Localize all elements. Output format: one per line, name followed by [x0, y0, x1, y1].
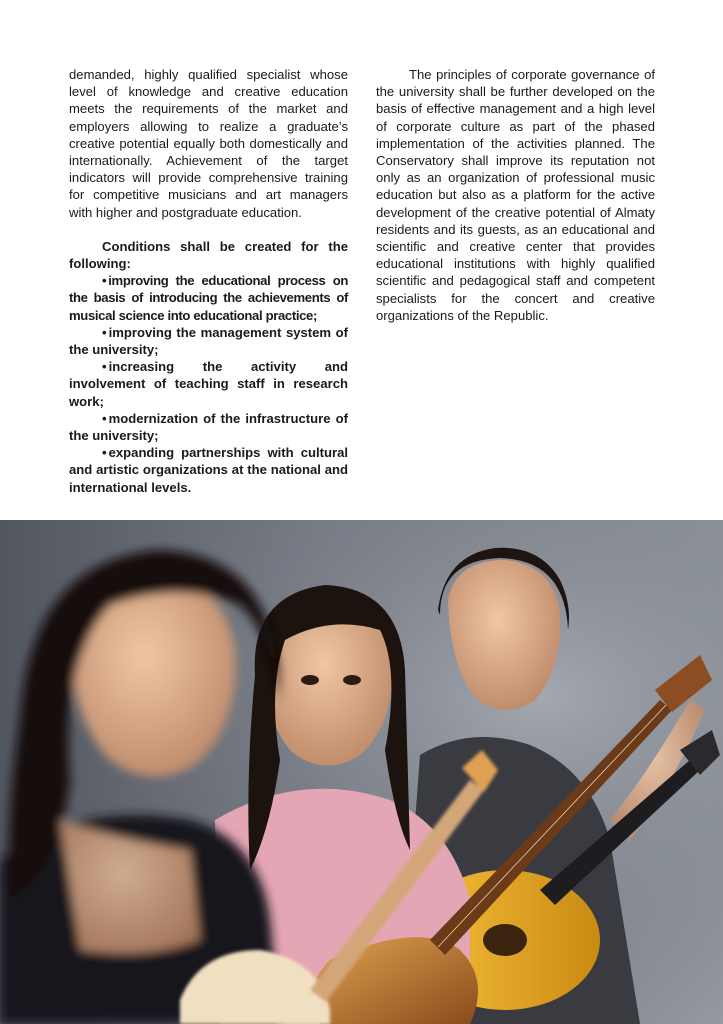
bullet-dot: •	[102, 410, 107, 426]
bullet-dot: •	[102, 445, 107, 461]
intro-paragraph: demanded, highly qualified specialist whose level of knowledge and creative education meets the requirements of the market and employers allowing to realize a graduate’s creative potential equally both domestically and internationally. Achievement of the target indicators will provide comprehensive training for competitive musicians and art managers with higher and postgraduate education.	[69, 67, 348, 220]
conditions-heading: Conditions shall be created for the following:	[69, 238, 348, 272]
musicians-photo-illustration	[0, 520, 723, 1024]
bullet-item	[69, 324, 348, 358]
bullet-text: improving the management system of the university;	[69, 324, 348, 358]
bullet-text: modernization of the infrastructure of the university;	[69, 410, 348, 444]
bullet-text: expanding partnerships with cultural and artistic organizations at the national and international levels.	[69, 445, 348, 495]
bullet-item	[69, 358, 348, 410]
bullet-item	[69, 444, 348, 496]
bullet-dot: •	[102, 324, 107, 340]
bullet-dot: •	[102, 273, 107, 289]
musicians-photo	[0, 520, 723, 1024]
paragraph-gap	[69, 221, 348, 238]
bullet-item	[69, 272, 348, 324]
governance-paragraph: The principles of corporate governance of the university shall be further developed on the basis of effective management and a high level of corporate culture as part of the phased implementation of the activities planned. The Conservatory shall improve its reputation not only as an organization of professional music education but also as a platform for the active development of the creative potential of Almaty residents and its guests, as an educational and scientific and creative center that provides educational institutions with highly qualified scientific and pedagogical staff and competent specialists for the concert and creative organizations of the Republic.	[376, 67, 655, 323]
bullet-text: increasing the activity and involvement of teaching staff in research work;	[69, 359, 348, 409]
bullet-item	[69, 410, 348, 444]
bullet-text: improving the educational process on the basis of introducing the achievements of musical science into educational practice;	[69, 273, 348, 323]
bullet-dot: •	[102, 359, 107, 375]
right-text-column	[376, 66, 655, 324]
left-text-column	[69, 66, 348, 496]
